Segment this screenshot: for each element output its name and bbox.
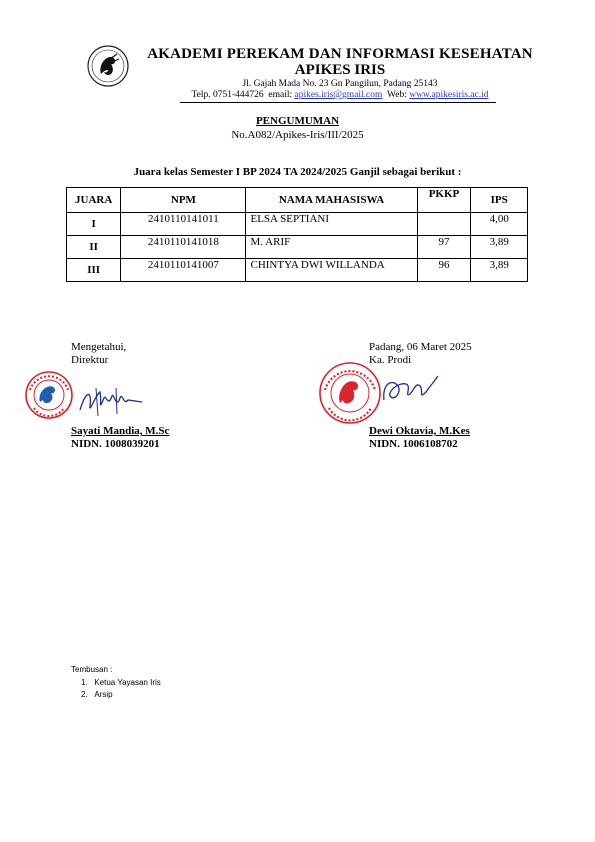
header-juara: JUARA: [67, 188, 121, 213]
institution-address: Jl. Gajah Mada No. 23 Gn Pangilun, Padang 25143: [242, 79, 438, 89]
head-of-program-signature-icon: [378, 372, 448, 408]
rank-cell: II: [67, 236, 121, 259]
pkkp-cell: 97: [417, 236, 471, 259]
table-row: [67, 213, 528, 236]
table-row: [67, 236, 528, 259]
rank-cell: III: [67, 259, 121, 282]
email-label: email:: [268, 90, 293, 100]
cc-list-item: 1. Ketua Yayasan Iris: [81, 678, 161, 687]
name-cell: M. ARIF: [246, 236, 417, 259]
head-of-program-nidn: NIDN. 1006108702: [369, 438, 458, 450]
header-npm: NPM: [121, 188, 246, 213]
pkkp-cell: 96: [417, 259, 471, 282]
npm-cell: 2410110141011: [121, 213, 246, 236]
table-row: [67, 259, 528, 282]
header-ips: IPS: [471, 188, 528, 213]
director-stamp-icon: [24, 370, 74, 420]
pkkp-cell: [417, 213, 471, 236]
announcement-title: PENGUMUMAN: [255, 115, 340, 127]
ips-cell: 3,89: [471, 259, 528, 282]
rank-cell: I: [67, 213, 121, 236]
cc-list-item: 2. Arsip: [81, 690, 113, 699]
npm-cell: 2410110141007: [121, 259, 246, 282]
ips-cell: 3,89: [471, 236, 528, 259]
name-cell: ELSA SEPTIANI: [246, 213, 417, 236]
cc-label: Tembusan :: [71, 665, 113, 674]
cc-item-text: Arsip: [94, 690, 113, 699]
director-nidn: NIDN. 1008039201: [71, 438, 160, 450]
institution-short-name: APIKES IRIS: [294, 62, 386, 78]
cc-item-text: Ketua Yayasan Iris: [94, 678, 161, 687]
email-link[interactable]: apikes.iris@gmail.com: [294, 90, 383, 100]
results-table: [66, 187, 528, 282]
head-of-program-role: Ka. Prodi: [369, 354, 412, 366]
director-signature-icon: [76, 384, 146, 420]
letterhead-divider: [180, 102, 496, 103]
npm-cell: 2410110141018: [121, 236, 246, 259]
table-header-row: [67, 188, 528, 213]
web-label: Web:: [387, 90, 407, 100]
director-role: Direktur: [71, 354, 109, 366]
phone-number: Telp. 0751-444726: [191, 90, 264, 100]
institution-contact: [120, 90, 560, 100]
acknowledged-label: Mengetahui,: [71, 341, 127, 353]
announcement-intro: Juara kelas Semester I BP 2024 TA 2024/2025 Ganjil sebagai berikut :: [133, 166, 462, 178]
program-stamp-icon: [317, 360, 383, 426]
header-nama: NAMA MAHASISWA: [246, 188, 417, 213]
place-date: Padang, 06 Maret 2025: [369, 341, 472, 353]
header-pkkp: PKKP: [417, 188, 471, 213]
announcement-number: No.A082/Apikes-Iris/III/2025: [231, 129, 364, 141]
ips-cell: 4,00: [471, 213, 528, 236]
director-name: Sayati Mandia, M.Sc: [71, 425, 170, 437]
website-link[interactable]: www.apikesiris.ac.id: [409, 90, 489, 100]
name-cell: CHINTYA DWI WILLANDA: [246, 259, 417, 282]
head-of-program-name: Dewi Oktavia, M.Kes: [369, 425, 470, 437]
institution-logo-icon: [86, 44, 130, 88]
institution-name: AKADEMI PEREKAM DAN INFORMASI KESEHATAN: [147, 46, 533, 62]
